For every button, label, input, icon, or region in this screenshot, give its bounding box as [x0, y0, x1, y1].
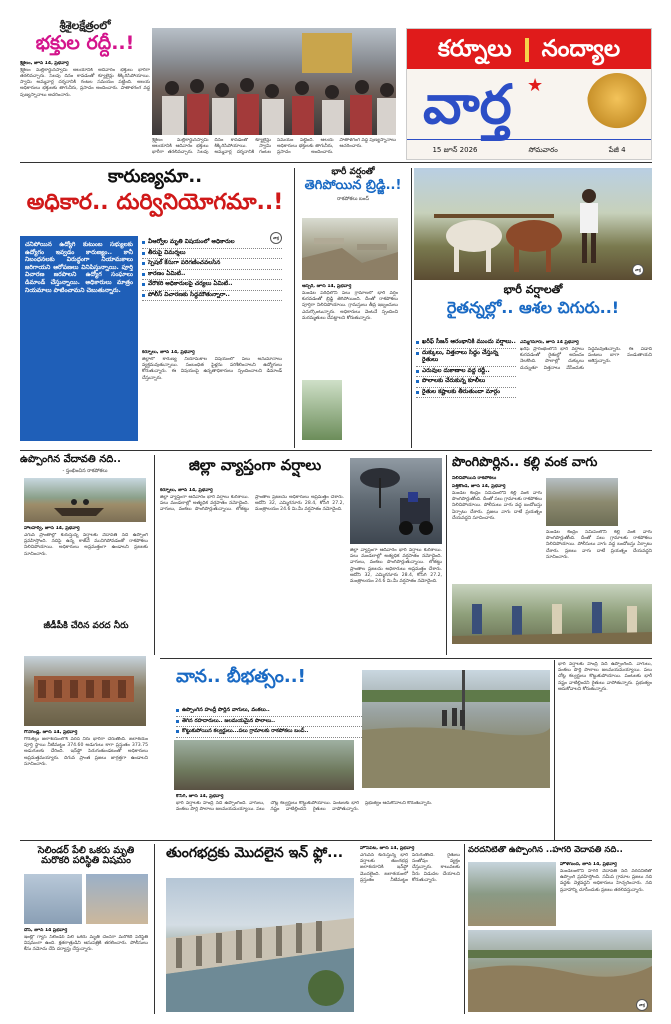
- bridge-photo: [302, 218, 398, 280]
- bridge-illustration: [302, 218, 398, 280]
- divider: [20, 840, 652, 841]
- brand-logo: వార్త: [423, 72, 512, 136]
- bullet: పొలాలకు చేరుకున్న కూలీలు: [416, 377, 516, 388]
- dateline-bar: [407, 139, 651, 159]
- hagari-river-photo-2: [468, 930, 652, 1012]
- page-number: పేజీ 4: [608, 146, 626, 154]
- divider: [20, 162, 652, 163]
- a12-dateline: హొళగుంద, జూన్ 14, ప్రభవార్త: [560, 862, 617, 867]
- a7-body: మండల కేంద్రం సమీపంలోని కల్లి వంక వాగు పొంగిపొర్లుతోంది. దీంతో పలు గ్రామాలకు రాకపోకలు నిలిచిపోయాయి. పోలీసులు వాగు వద్ద బందోబస్తు ఏర్పాటు చేశారు. ప్రజలు వాగు దాటే ప్రయత్నం చేయవద్దని సూచించారు.: [452, 491, 542, 521]
- a11-dateline: హొసపేట, జూన్ 14, ప్రభవార్త: [360, 846, 415, 851]
- river-flow-illustration: [468, 930, 652, 1012]
- divider: [160, 658, 652, 659]
- issue-day: సోమవారం: [528, 146, 558, 154]
- vertical-divider: [154, 455, 155, 655]
- river-photo: [24, 478, 146, 522]
- vertical-divider: [154, 844, 155, 1014]
- headline: తెగిపోయిన బ్రిడ్జి..!: [304, 178, 402, 194]
- a7-subhead: నిలిచిపోయిన రాకపోకలు: [452, 476, 497, 481]
- a3-body: మండల పరిధిలోని పలు గ్రామాలలో భారీ వర్షం కురవడంతో బ్రిడ్జి తెగిపోయింది. దీంతో రాకపోకలు పూర్తిగా నిలిచిపోయాయి. గ్రామస్తులు తీవ్ర ఇబ్బందులు ఎదుర్కొంటున్నారు. అధికారులు వెంటనే స్పందించి మరమ్మతులు చేపట్టాలని కోరుతున్నారు.: [302, 291, 398, 321]
- bullet: ఖరీఫ్ సీజన్ ఆరంభానికి ముందు వర్షాలు..: [416, 338, 516, 349]
- brand-badge: వార్త: [270, 232, 282, 244]
- a6-dateline: కర్నూలు, జూన్ 14, ప్రభవార్త: [160, 488, 213, 493]
- a6-body-right: జిల్లా వ్యాప్తంగా ఆదివారం భారీ వర్షాలు కురిశాయి. పలు మండలాల్లో అత్యధిక వర్షపాతం నమోదైంది. వాగులు, వంకలు పొంగిపొర్లుతున్నాయి. లోతట్టు ప్రాంతాల ప్రజలను అధికారులు అప్రమత్తం చేశారు. ఆదోని 32, ఎమ్మిగనూరు 28.4, కోసిగి 27.2, మంత్రాలయం 24.6 మి.మీ వర్షపాతం నమోదైంది.: [350, 548, 442, 585]
- a4-body: ఖరీఫ్ ప్రారంభంలోనే భారీ వర్షాలు కురవడంతో రైతుల్లో ఆనందం నెలకొంది. పొలాల్లో దుక్కులు దున్నుతూ విత్తనాలు వేసేందుకు సిద్ధమవుతున్నారు. ఈ ఏడాది పంటలు బాగా పండుతాయని ఆశిస్తున్నారు.: [520, 347, 652, 371]
- flooded-road-photo: [174, 740, 354, 790]
- headline-main: అధికార.. దుర్వినియోగమా..!: [26, 189, 284, 215]
- a8-body: భారీ వర్షాలకు హంద్రీ నది ఉప్పొంగింది. వాగులు, వంకలు పొర్లి పొలాలు జలమయమయ్యాయి. పలు చోట్ల కల్వర్టులు కొట్టుకుపోయాయి. పంటలకు భారీ నష్టం వాటిల్లిందని రైతులు వాపోతున్నారు. ప్రభుత్వం ఆదుకోవాలని కోరుతున్నారు.: [176, 801, 433, 813]
- headline-main: రైతన్నల్లో.. ఆశల చిగురు..!: [446, 297, 620, 317]
- a10-dateline: దోన్, జూన్ 14 ప్రభవార్త: [24, 928, 68, 933]
- a8-headline: వాన.. బీభత్సం..!: [176, 666, 306, 687]
- a2-bullets: [142, 238, 282, 301]
- bullet: దుక్కులు, విత్తనాలు సిద్ధం చేస్తున్న రైతులు: [416, 349, 516, 367]
- idol-graphic: [587, 73, 647, 137]
- dam-illustration: [166, 878, 354, 1012]
- injured-photo-2: [86, 874, 148, 924]
- bullet: వీఆర్వోల మృతి విషయంలో అధికారుల: [142, 238, 282, 249]
- vertical-divider: [294, 168, 295, 448]
- a12-headline: వరదనీటితో ఉప్పొంగిన ..హగరి వేదావతి నది..: [468, 846, 623, 855]
- vertical-divider: [411, 168, 412, 448]
- brand-badge: వార్త: [636, 999, 648, 1011]
- rain-photo: [350, 458, 442, 544]
- flood-illustration: [362, 670, 550, 788]
- stream-photo: [546, 478, 618, 526]
- injured-photo-1: [24, 874, 82, 924]
- star-icon: ★: [527, 75, 544, 96]
- a5-dateline: హాలహర్వి, జూన్ 14, ప్రభవార్త: [24, 526, 80, 531]
- a10-body: ఇంట్లో గ్యాస్ సిలిండర్ పేలి ఒకరు మృతి చెందగా మరొకరి పరిస్థితి విషమంగా ఉంది. క్షతగాత్రుడిని ఆసుపత్రికి తరలించారు. పోలీసులు కేసు నమోదు చేసి దర్యాప్తు చేస్తున్నారు.: [24, 935, 148, 953]
- bullet: ఉప్పొంగిన హంద్రీ పొర్లిన వాగులు, వంకలు..: [176, 706, 364, 717]
- headline-top: కారుణ్యమా..: [107, 166, 203, 187]
- subhead: - స్తంభించిన రాకపోకలు: [62, 467, 108, 474]
- bullocks-illustration: [414, 168, 652, 280]
- a12-body: మండలంలోని హగరి వేదావతి నది వరదనీటితో ఉప్పొంగి ప్రవహిస్తోంది. సమీప గ్రామాల ప్రజలు నది వద్దకు వెళ్లవద్దని అధికారులు హెచ్చరించారు. నది ప్రవాహాన్ని చూసేందుకు ప్రజలు తరలివస్తున్నారు.: [560, 869, 652, 893]
- a8-bullets: [176, 706, 364, 738]
- bullet: తెగిన రహదారులు.. జలమయమైన పొలాలు..: [176, 717, 364, 728]
- bullet: ఎరువుల దుకాణాల వద్ద రద్దీ..: [416, 367, 516, 378]
- bullet: తీరుపై విమర్శలు: [142, 249, 282, 260]
- dam-photo: [24, 656, 146, 726]
- body: శ్రీశైలం మల్లికార్జునస్వామి ఆలయానికి ఆదివారం భక్తులు భారీగా తరలివచ్చారు. సెలవు దినం కావడంతో క్యూలైన్లు కిక్కిరిసిపోయాయి. స్వామి అమ్మవార్ల దర్శనానికి గంటల సమయం పట్టింది. ఆలయ అధికారులు భక్తులకు తాగునీరు, ప్రసాదం అందించారు. పాతాళగంగ వద్ద పుణ్యస్నానాలు ఆచరించారు.: [20, 67, 150, 98]
- a7-body-2: మండల కేంద్రం సమీపంలోని కల్లి వంక వాగు పొంగిపొర్లుతోంది. దీంతో పలు గ్రామాలకు రాకపోకలు నిలిచిపోయాయి. పోలీసులు వాగు వద్ద బందోబస్తు ఏర్పాటు చేశారు. ప్రజలు వాగు దాటే ప్రయత్నం చేయవద్దని సూచించారు.: [546, 530, 652, 560]
- district-left: కర్నూలు: [437, 36, 512, 62]
- bullet: స్పెషల్ కేసుగా పరిగణించవలసిన: [142, 259, 282, 270]
- a4-dateline: ఎమ్మిగనూరు, జూన్ 14 ప్రభవార్త: [520, 340, 579, 345]
- hagari-river-photo: [468, 862, 556, 926]
- a2-dateline: కర్నూలు, జూన్ 14, ప్రభవార్త: [142, 350, 195, 355]
- a2-body: జిల్లాలో కారుణ్య నియామకాల విషయంలో పలు అనుమానాలు వ్యక్తమవుతున్నాయి. సంబంధిత ఫైళ్లను పరిశీలించాలని ఉద్యోగులు కోరుతున్నారు. ఈ విషయంపై ఉన్నతాధికారులు స్పందించాలని డిమాండ్ చేస్తున్నారు.: [142, 357, 282, 381]
- a4-bullets: [416, 338, 516, 398]
- photo-caption: రాకపోకలు బంద్: [337, 196, 369, 203]
- a8-dateline: కోసిగి, జూన్ 14, ప్రభవార్త: [176, 794, 224, 799]
- intro-text: చనిపోయిన ఉద్యోగి కుటుంబ సభ్యులకు ఉద్యోగం ఇవ్వడం కారుణ్యం.. కానీ నిబంధనలకు విరుద్ధంగా నియామకాలు జరిగాయని ఆరోపణలు వినిపిస్తున్నాయి. పూర్తి విచారణ జరపాలని ఉద్యోగ సంఘాలు డిమాండ్ చేస్తున్నాయి. అధికారులు మాత్రం నియమాలు పాటించామని చెబుతున్నారు.: [25, 241, 133, 294]
- headline-top: భారీ వర్షాలతో: [503, 283, 563, 296]
- gate-illustration: [24, 656, 146, 726]
- a9-body: గోరుకల్లు జలాశయంలోకి వరద నీరు భారీగా చేరుతోంది. జలాశయం పూర్తి స్థాయి నీటిమట్టం 374.60 అడుగులు కాగా ప్రస్తుతం 373.75 అడుగులకు చేరింది. ఇన్‌ఫ్లో పెరుగుతుండటంతో అధికారులు అప్రమత్తమయ్యారు. దిగువ ప్రాంత ప్రజలు జాగ్రత్తగా ఉండాలని సూచించారు.: [24, 737, 148, 767]
- people-illustration: [452, 584, 652, 644]
- a11-headline: తుంగభద్రకు మొదలైన ఇన్ ఫ్లో...: [166, 845, 344, 861]
- bullet: రైతుల కష్టాలకు తీరుతుందా మార్గం: [416, 388, 516, 399]
- a7-dateline: పత్తికొండ, జూన్ 14, ప్రభవార్త: [452, 484, 506, 489]
- a6-body: జిల్లా వ్యాప్తంగా ఆదివారం భారీ వర్షాలు కురిశాయి. పలు మండలాల్లో అత్యధిక వర్షపాతం నమోదైంది. వాగులు, వంకలు పొంగిపొర్లుతున్నాయి. లోతట్టు ప్రాంతాల ప్రజలను అధికారులు అప్రమత్తం చేశారు. ఆదోని 32, ఎమ్మిగనూరు 28.4, కోసిగి 27.2, మంత్రాలయం 24.6 మి.మీ వర్షపాతం నమోదైంది.: [160, 495, 344, 513]
- dateline: శ్రీశైలం, జూన్ 14, ప్రభవార్త: [20, 61, 69, 67]
- district-right: నంద్యాల: [541, 36, 621, 62]
- masthead: [406, 28, 652, 160]
- divider: [20, 450, 652, 451]
- rain-illustration: [350, 458, 442, 544]
- police-photo: [452, 584, 652, 644]
- crowd-photo: [152, 28, 396, 135]
- divider-bar: [525, 38, 529, 62]
- bullet: కారణం ఏమిటి..: [142, 270, 282, 281]
- headline: ఉప్పొంగిన వేదావతి నది..: [20, 454, 121, 465]
- farmer-bullocks-photo: [414, 168, 652, 280]
- a8-body-right: భారీ వర్షాలకు హంద్రీ నది ఉప్పొంగింది. వాగులు, వంకలు పొర్లి పొలాలు జలమయమయ్యాయి. పలు చోట్ల కల్వర్టులు కొట్టుకుపోయాయి. పంటలకు భారీ నష్టం వాటిల్లిందని రైతులు వాపోతున్నారు. ప్రభుత్వం ఆదుకోవాలని కోరుతున్నారు.: [558, 662, 652, 692]
- vertical-divider: [446, 455, 447, 655]
- masthead-band: [407, 29, 651, 69]
- issue-date: 15 జూన్ 2026: [432, 146, 478, 154]
- tungabhadra-dam-photo: [166, 878, 354, 1012]
- brand-badge: వార్త: [632, 264, 644, 276]
- vertical-divider: [464, 844, 465, 1014]
- a7-headline: పొంగిపొర్లిన.. కల్లి వంక వాగు: [452, 455, 598, 470]
- headline: భక్తుల రద్దీ..!: [35, 31, 135, 54]
- article-farmers: [414, 284, 652, 316]
- bullet: కొట్టుకుపోయిన కల్వర్టులు...పలు గ్రామాలకు రాకపోకలు బంద్..: [176, 727, 364, 738]
- flooded-field-photo: [362, 670, 550, 788]
- kicker: భారీ వర్షంతో: [331, 167, 375, 177]
- vertical-divider: [554, 660, 555, 840]
- bridge-photo-small: [302, 380, 342, 440]
- a9-dateline: గోనెగండ్ల, జూన్ 14, ప్రభవార్త: [24, 730, 78, 735]
- a5-tagline: జీడీపీకి చేరిన వరద నీరు: [43, 621, 129, 631]
- a10-headline: సెలిండర్ పేలి ఒకరు మృతి మరొకరి పరిస్థితి విషమం: [37, 845, 135, 866]
- intro-box: [20, 236, 138, 441]
- crowd-illustration: [152, 28, 396, 135]
- kicker: శ్రీశైలక్షేత్రంలో: [59, 19, 111, 32]
- a5-body: ఎగువ ప్రాంతాల్లో కురుస్తున్న వర్షాలకు వేదావతి నది ఉప్పొంగి ప్రవహిస్తోంది. నదిపై ఉన్న కాజ్‌వే మునిగిపోవడంతో రాకపోకలు నిలిచిపోయాయి. అధికారులు అప్రమత్తంగా ఉండాలని ప్రజలకు సూచించారు.: [24, 533, 148, 557]
- bullet: పోలీస్ విచారణకు సిద్ధమౌతున్నారా..: [142, 291, 282, 302]
- a6-headline: జిల్లా వ్యాప్తంగా వర్షాలు: [188, 456, 322, 474]
- bullet: వేరొకరి అధికారులపై చర్యలు ఏమిటి..: [142, 280, 282, 291]
- a11-body: ఎగువన కురుస్తున్న భారీ వర్షాలకు తుంగభద్ర జలాశయానికి ఇన్‌ఫ్లో మొదలైంది. జలాశయంలో ప్రస్తుతం నీటిమట్టం పెరుగుతోంది. రైతులు సంతోషం వ్యక్తం చేస్తున్నారు. కాలువలకు నీరు విడుదల చేయాలని కోరుతున్నారు.: [360, 853, 460, 883]
- a1-body-continued: శ్రీశైలం మల్లికార్జునస్వామి ఆలయానికి ఆదివారం భక్తులు భారీగా తరలివచ్చారు. సెలవు దినం కావడంతో క్యూలైన్లు కిక్కిరిసిపోయాయి. స్వామి అమ్మవార్ల దర్శనానికి గంటల సమయం పట్టింది. ఆలయ అధికారులు భక్తులకు తాగునీరు, ప్రసాదం అందించారు. పాతాళగంగ వద్ద పుణ్యస్నానాలు ఆచరించారు.: [152, 138, 396, 156]
- a3-dateline: ఆస్పరి, జూన్ 14, ప్రభవార్త: [302, 284, 352, 289]
- boat-illustration: [24, 478, 146, 522]
